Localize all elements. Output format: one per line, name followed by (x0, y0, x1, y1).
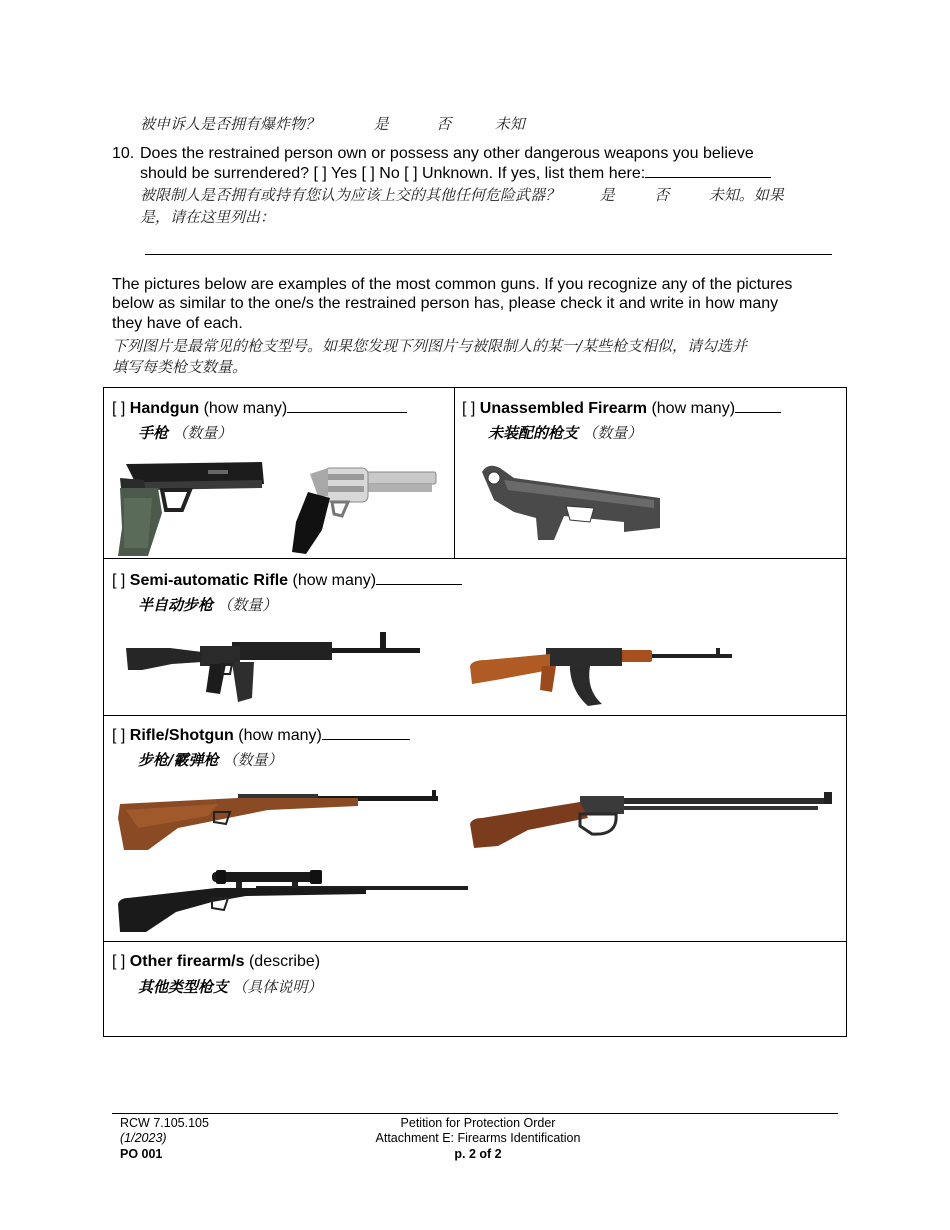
semiauto-heading (112, 571, 462, 590)
revolver-image (288, 458, 438, 558)
other-zh-title: 其他类型枪支 (138, 978, 229, 996)
intro-line3: they have of each. (112, 315, 243, 332)
handgun-count-label: (how many) (203, 400, 288, 417)
footer-title2: Attachment E: Firearms Identification (375, 1131, 581, 1145)
q10-zh-unknown: 未知。如果 (708, 186, 784, 204)
pistol-image (112, 458, 272, 558)
unassembled-title: Unassembled Firearm (479, 400, 647, 417)
q9-zh-unknown: 未知 (494, 115, 525, 133)
semiauto-count-input[interactable] (376, 571, 462, 585)
handgun-zh (138, 422, 232, 443)
semiauto-count-label: (how many) (292, 572, 377, 589)
other-checkbox[interactable]: [ ] (112, 953, 126, 970)
q10-zh-yes: 是 (599, 186, 615, 204)
semiauto-zh-count: （数量） (217, 596, 278, 614)
other-zh-count: （具体说明） (232, 978, 323, 996)
unassembled-zh-title: 未装配的枪支 (488, 424, 579, 442)
unassembled-zh-count: （数量） (582, 424, 643, 442)
handgun-zh-title: 手枪 (138, 424, 169, 442)
other-zh (138, 976, 322, 997)
q10-zh-line (140, 184, 784, 205)
intro-line1: The pictures below are examples of the most common guns. If you recognize any of the pictures (112, 276, 793, 293)
footer-form: PO 001 (120, 1147, 163, 1161)
q9-zh-no: 否 (436, 115, 452, 133)
q10-line1: Does the restrained person own or possess any other dangerous weapons you believe (140, 145, 754, 162)
semiauto-checkbox[interactable]: [ ] (112, 572, 126, 589)
unassembled-heading (462, 399, 781, 418)
q10-line2 (140, 164, 771, 183)
footer-rcw: RCW 7.105.105 (120, 1116, 209, 1130)
rifle-zh-title: 步枪/霰弹枪 (138, 751, 219, 769)
intro-zh-line1: 下列图片是最常见的枪支型号。如果您发现下列图片与被限制人的某一/某些枪支相似，请勾选并 (112, 337, 748, 355)
other-heading (112, 953, 320, 971)
handgun-checkbox[interactable]: [ ] (112, 400, 126, 417)
rifle-zh-count: （数量） (222, 751, 283, 769)
footer-date: (1/2023) (120, 1131, 167, 1145)
q10-list-input[interactable] (645, 164, 771, 178)
unassembled-count-label: (how many) (651, 400, 736, 417)
rifle-heading (112, 726, 410, 745)
handgun-count-input[interactable] (287, 399, 407, 413)
rifle-zh (138, 749, 283, 770)
semiauto-zh-title: 半自动步枪 (138, 596, 214, 614)
scoped-rifle-image (116, 870, 470, 934)
ar15-image (122, 630, 422, 710)
row-divider-3 (103, 941, 847, 942)
q9-zh-question: 被申诉人是否拥有爆炸物？ (140, 115, 321, 133)
q10-line2-text: should be surrendered? [ ] Yes [ ] No [ ] Unknown. If yes, list them here: (140, 165, 646, 182)
ak47-image (466, 640, 736, 708)
rifle-checkbox[interactable]: [ ] (112, 727, 126, 744)
footer-rule (112, 1113, 838, 1114)
lower-receiver-image (474, 460, 664, 542)
semiauto-zh (138, 594, 277, 615)
unassembled-count-input[interactable] (735, 399, 781, 413)
unassembled-checkbox[interactable]: [ ] (462, 400, 476, 417)
rifle-count-label: (how many) (238, 727, 322, 744)
q10-answer-line[interactable] (145, 254, 832, 255)
q10-number: 10. (112, 145, 135, 162)
q9-zh-yes: 是 (373, 115, 389, 133)
other-title: Other firearm/s (129, 953, 245, 970)
semiauto-title: Semi-automatic Rifle (129, 572, 289, 589)
bolt-rifle-image (118, 788, 440, 852)
unassembled-zh (488, 422, 642, 443)
q10-zh-line2: 是，请在这里列出： (140, 208, 276, 226)
footer-title1: Petition for Protection Order (400, 1116, 556, 1130)
q9-zh-line (140, 113, 525, 134)
intro-zh-line2: 填写每类枪支数量。 (112, 358, 248, 376)
other-count-label: (describe) (248, 953, 321, 970)
lever-rifle-image (468, 790, 836, 854)
intro-line2: below as similar to the one/s the restrained person has, please check it and write in how many (112, 295, 779, 312)
q10-zh-no: 否 (654, 186, 670, 204)
handgun-heading (112, 399, 407, 418)
rifle-title: Rifle/Shotgun (129, 727, 234, 744)
rifle-count-input[interactable] (322, 726, 410, 740)
handgun-title: Handgun (129, 400, 200, 417)
footer-page: p. 2 of 2 (454, 1147, 502, 1161)
row-divider-2 (103, 715, 847, 716)
q10-zh-question: 被限制人是否拥有或持有您认为应该上交的其他任何危险武器？ (140, 186, 561, 204)
row-divider-1 (103, 558, 847, 559)
col-divider (454, 387, 455, 559)
handgun-zh-count: （数量） (172, 424, 233, 442)
